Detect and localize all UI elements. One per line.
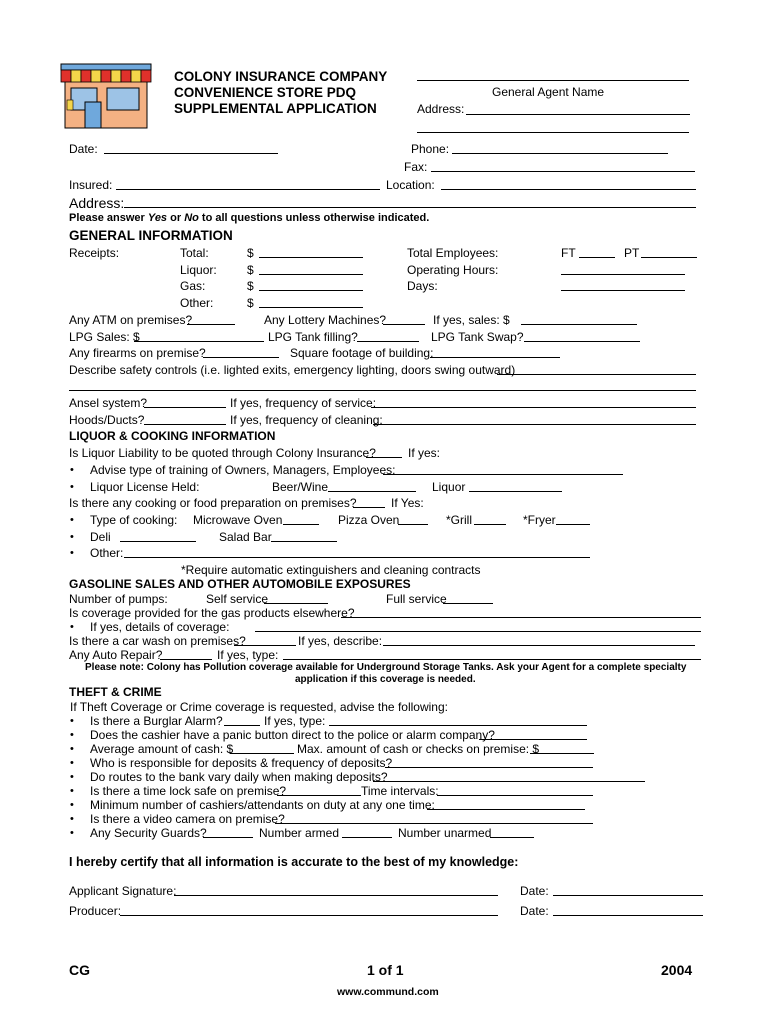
average-cash-field[interactable] [230, 753, 294, 754]
applicant-signature-field[interactable] [174, 895, 498, 896]
coverage-elsewhere-field[interactable] [341, 617, 701, 618]
general-agent-name-field[interactable] [417, 80, 689, 81]
form-subtitle: SUPPLEMENTAL APPLICATION [174, 101, 377, 116]
producer-date-field[interactable] [553, 915, 703, 916]
bullet: • [70, 743, 74, 755]
pizza-oven-label: Pizza Oven [338, 513, 400, 527]
total-employees-label: Total Employees: [407, 246, 499, 260]
lpg-sales-label: LPG Sales: $ [69, 330, 140, 344]
bullet: • [70, 531, 74, 543]
ft-label: FT [561, 246, 576, 260]
salad-bar-label: Salad Bar [219, 530, 272, 544]
phone-field[interactable] [452, 153, 668, 154]
theft-crime-heading: THEFT & CRIME [69, 685, 162, 699]
footer-year: 2004 [661, 962, 693, 978]
lpg-tank-swap-field[interactable] [524, 341, 640, 342]
address-field[interactable] [124, 207, 696, 208]
dollar-sign: $ [247, 296, 254, 310]
liquor-receipts-field[interactable] [259, 274, 363, 275]
receipts-label: Receipts: [69, 246, 120, 260]
bullet: • [70, 481, 74, 493]
liquor-cooking-heading: LIQUOR & COOKING INFORMATION [69, 429, 276, 443]
square-footage-label: Square footage of building: [290, 346, 434, 360]
applicant-date-label: Date: [520, 884, 549, 898]
coverage-details-label: If yes, details of coverage: [90, 620, 230, 634]
panic-button-label: Does the cashier have a panic button direct to the police or alarm company? [90, 728, 495, 742]
instructions: Please answer Yes or No to all questions unless otherwise indicated. [69, 212, 430, 224]
bullet: • [70, 729, 74, 741]
min-cashiers-label: Minimum number of cashiers/attendants on duty at any one time: [90, 798, 435, 812]
bullet: • [70, 621, 74, 633]
security-guards-label: Any Security Guards? [90, 826, 207, 840]
bullet: • [70, 547, 74, 559]
deposits-label: Who is responsible for deposits & frequency of deposits? [90, 756, 393, 770]
pollution-note: Please note: Colony has Pollution coverage available for Underground Storage Tanks. Ask your Agent for a complete specialty [85, 662, 687, 673]
video-camera-field[interactable] [275, 823, 593, 824]
agent-address-field[interactable] [466, 114, 690, 115]
video-camera-label: Is there a video camera on premise? [90, 812, 285, 826]
general-agent-name-label: General Agent Name [492, 85, 605, 99]
other-label: Other: [180, 296, 214, 310]
producer-date-label: Date: [520, 904, 549, 918]
training-field[interactable] [383, 474, 623, 475]
ansel-frequency-field[interactable] [371, 407, 696, 408]
cooking-question: Is there any cooking or food preparation on premises? [69, 496, 357, 510]
safety-controls-field[interactable] [497, 374, 696, 375]
agent-address-label: Address: [417, 102, 465, 116]
pollution-note-2: application if this coverage is needed. [295, 674, 476, 685]
days-label: Days: [407, 279, 438, 293]
bullet: • [70, 771, 74, 783]
ansel-field[interactable] [144, 407, 226, 408]
firearms-field[interactable] [203, 357, 279, 358]
liquor-license-liquor-label: Liquor [432, 480, 466, 494]
routes-field[interactable] [373, 781, 645, 782]
certification-statement: I hereby certify that all information is accurate to the best of my knowledge: [69, 855, 519, 869]
store-logo-icon [57, 62, 153, 130]
ansel-label: Ansel system? [69, 396, 148, 410]
bullet: • [70, 757, 74, 769]
insured-label: Insured: [69, 178, 113, 192]
auto-repair-type-label: If yes, type: [217, 648, 279, 662]
number-unarmed-field[interactable] [490, 837, 534, 838]
ft-field[interactable] [579, 257, 615, 258]
fax-label: Fax: [404, 160, 428, 174]
auto-repair-type-field[interactable] [283, 659, 701, 660]
liquor-label: Liquor: [180, 263, 217, 277]
security-guards-field[interactable] [203, 837, 253, 838]
location-field[interactable] [441, 189, 696, 190]
lpg-tank-filling-field[interactable] [357, 341, 419, 342]
deli-field[interactable] [120, 541, 196, 542]
deposits-field[interactable] [385, 767, 593, 768]
coverage-elsewhere-label: Is coverage provided for the gas products elsewhere? [69, 606, 355, 620]
car-wash-field[interactable] [234, 645, 296, 646]
bullet: • [70, 514, 74, 526]
time-intervals-label: Time intervals: [361, 784, 439, 798]
lottery-field[interactable] [383, 324, 425, 325]
auto-repair-field[interactable] [160, 659, 212, 660]
cooking-field[interactable] [353, 507, 385, 508]
address-label: Address: [69, 195, 125, 211]
pt-field[interactable] [641, 257, 697, 258]
full-service-label: Full service [386, 592, 447, 606]
pt-label: PT [624, 246, 640, 260]
burglar-alarm-type-label: If yes, type: [264, 714, 326, 728]
number-armed-label: Number armed [259, 826, 340, 840]
operating-hours-field[interactable] [561, 274, 685, 275]
dollar-sign: $ [247, 246, 254, 260]
atm-field[interactable] [187, 324, 235, 325]
total-receipts-field[interactable] [259, 257, 363, 258]
bullet: • [70, 785, 74, 797]
full-service-field[interactable] [443, 603, 493, 604]
type-of-cooking-label: Type of cooking: [90, 513, 178, 527]
date-field[interactable] [104, 153, 278, 154]
lottery-sales-field[interactable] [521, 324, 637, 325]
safety-controls-label: Describe safety controls (i.e. lighted exits, emergency lighting, doors swing outward) [69, 363, 516, 377]
pumps-label: Number of pumps: [69, 592, 168, 606]
car-wash-label: Is there a car wash on premises? [69, 634, 246, 648]
average-cash-label: Average amount of cash: $ [90, 742, 234, 756]
max-cash-field[interactable] [530, 753, 594, 754]
footer-code: CG [69, 962, 90, 978]
burglar-alarm-label: Is there a Burglar Alarm? [90, 714, 223, 728]
fryer-label: *Fryer [523, 513, 556, 527]
agent-address-field-2[interactable] [417, 132, 689, 133]
burglar-alarm-field[interactable] [224, 725, 260, 726]
days-field[interactable] [561, 290, 685, 291]
producer-field[interactable] [120, 915, 498, 916]
square-footage-field[interactable] [430, 357, 560, 358]
date-label: Date: [69, 142, 98, 156]
dollar-sign: $ [247, 279, 254, 293]
operating-hours-label: Operating Hours: [407, 263, 499, 277]
time-intervals-field[interactable] [437, 795, 593, 796]
self-service-label: Self service [206, 592, 269, 606]
hoods-frequency-label: If yes, frequency of cleaning: [230, 413, 383, 427]
cooking-if-yes-label: If Yes: [391, 496, 424, 510]
cooking-other-label: Other: [90, 546, 124, 560]
footer-url: www.commund.com [337, 986, 439, 998]
total-label: Total: [180, 246, 209, 260]
applicant-date-field[interactable] [553, 895, 703, 896]
gas-receipts-field[interactable] [259, 290, 363, 291]
dollar-sign: $ [247, 263, 254, 277]
liquor-if-yes-label: If yes: [408, 446, 441, 460]
burglar-alarm-type-field[interactable] [329, 725, 587, 726]
bullet: • [70, 799, 74, 811]
general-info-heading: GENERAL INFORMATION [69, 228, 233, 243]
bullet: • [70, 827, 74, 839]
lottery-label: Any Lottery Machines? [264, 313, 387, 327]
grill-label: *Grill [446, 513, 472, 527]
hoods-frequency-field[interactable] [373, 424, 696, 425]
producer-label: Producer: [69, 904, 122, 918]
grill-field[interactable] [474, 524, 506, 525]
salad-bar-field[interactable] [271, 541, 337, 542]
lpg-tank-swap-label: LPG Tank Swap? [431, 330, 524, 344]
deli-label: Deli [90, 530, 111, 544]
bullet: • [70, 813, 74, 825]
fax-field[interactable] [431, 171, 695, 172]
phone-label: Phone: [411, 142, 450, 156]
hoods-label: Hoods/Ducts? [69, 413, 145, 427]
hoods-field[interactable] [144, 424, 226, 425]
gasoline-heading: GASOLINE SALES AND OTHER AUTOMOBILE EXPOSURES [69, 577, 411, 591]
page-number: 1 of 1 [367, 962, 404, 978]
number-armed-field[interactable] [342, 837, 392, 838]
firearms-label: Any firearms on premise? [69, 346, 206, 360]
beer-wine-label: Beer/Wine [272, 480, 329, 494]
time-lock-field[interactable] [277, 795, 361, 796]
time-lock-label: Is there a time lock safe on premise? [90, 784, 287, 798]
other-receipts-field[interactable] [259, 307, 363, 308]
applicant-signature-label: Applicant Signature: [69, 884, 177, 898]
beer-wine-field[interactable] [328, 491, 416, 492]
microwave-field[interactable] [283, 524, 319, 525]
lottery-sales-label: If yes, sales: $ [433, 313, 510, 327]
liquor-license-label: Liquor License Held: [90, 480, 200, 494]
auto-repair-label: Any Auto Repair? [69, 648, 163, 662]
insured-field[interactable] [116, 189, 380, 190]
company-title: COLONY INSURANCE COMPANY [174, 69, 388, 84]
bullet: • [70, 715, 74, 727]
training-label: Advise type of training of Owners, Managers, Employees: [90, 463, 396, 477]
routes-label: Do routes to the bank vary daily when making deposits? [90, 770, 388, 784]
number-unarmed-label: Number unarmed [398, 826, 492, 840]
fryer-field[interactable] [556, 524, 590, 525]
panic-button-field[interactable] [479, 739, 587, 740]
form-title: CONVENIENCE STORE PDQ [174, 85, 357, 100]
max-cash-label: Max. amount of cash or checks on premise: $ [297, 742, 540, 756]
car-wash-describe-field[interactable] [383, 645, 695, 646]
car-wash-describe-label: If yes, describe: [298, 634, 383, 648]
bullet: • [70, 464, 74, 476]
ansel-frequency-label: If yes, frequency of service: [230, 396, 377, 410]
safety-controls-field-2[interactable] [69, 390, 696, 391]
cooking-other-field[interactable] [124, 557, 590, 558]
liquor-liability-question: Is Liquor Liability to be quoted through Colony Insurance? [69, 446, 376, 460]
coverage-details-field[interactable] [255, 631, 701, 632]
self-service-field[interactable] [264, 603, 328, 604]
pizza-oven-field[interactable] [398, 524, 428, 525]
liquor-license-liquor-field[interactable] [469, 491, 562, 492]
gas-label: Gas: [180, 279, 206, 293]
min-cashiers-field[interactable] [427, 809, 585, 810]
liquor-liability-field[interactable] [366, 457, 402, 458]
theft-intro: If Theft Coverage or Crime coverage is requested, advise the following: [70, 700, 448, 714]
microwave-label: Microwave Oven [193, 513, 283, 527]
atm-label: Any ATM on premises? [69, 313, 193, 327]
extinguisher-note: *Require automatic extinguishers and cleaning contracts [181, 563, 481, 577]
lpg-tank-filling-label: LPG Tank filling? [268, 330, 358, 344]
lpg-sales-field[interactable] [134, 341, 264, 342]
location-label: Location: [386, 178, 435, 192]
